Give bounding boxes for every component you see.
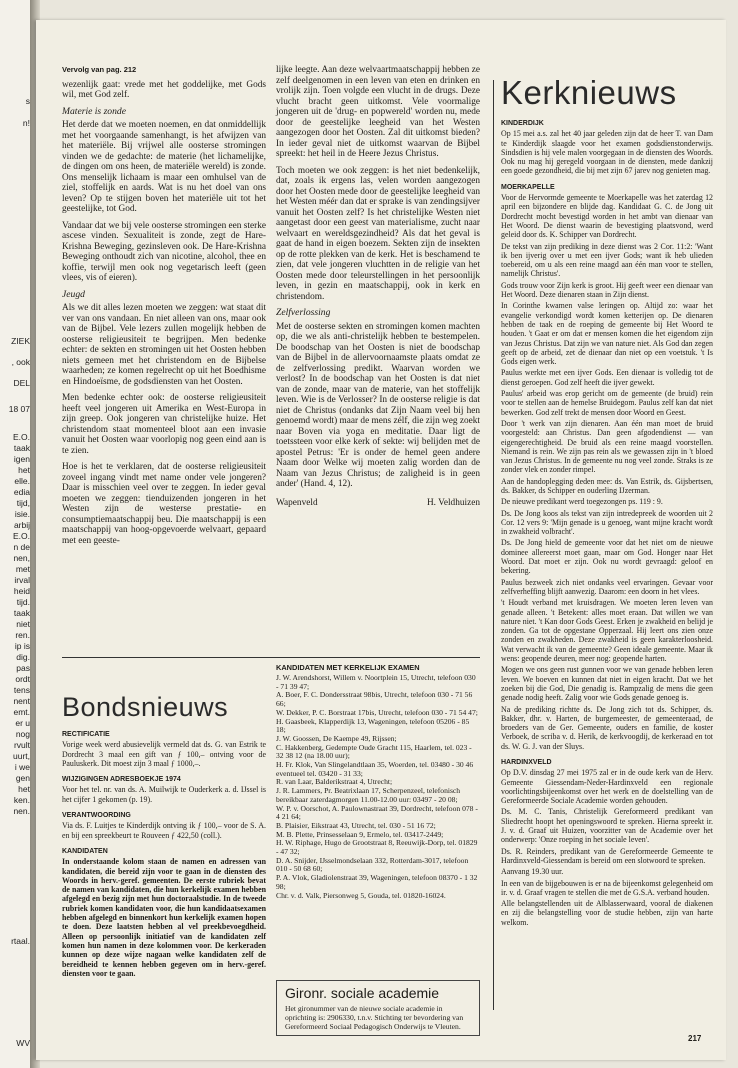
edge-fragment: DEL (13, 378, 30, 388)
edge-fragment: heid (13, 586, 30, 596)
kandidaten-entries (276, 674, 480, 900)
edge-fragment: nent (13, 696, 30, 706)
list-item: D. A. Snijder, IJsselmondselaan 332, Rotterdam-3017, telefoon 010 - 50 68 60; (276, 855, 469, 874)
article-paragraph: Met de oosterse sekten en stromingen komen machten op, die we als anti-christelijk hebben te bestempelen. De boodschap van het Oosten is niet de boodschap van de Bijbel in de allervoornaamste plaats omdat ze de zelfverlossing predikt. Waarvan worden we verlost? In de boodschap van het Oosten is dat niet van de zonde, maar van de materie, van het stoffelijk leven. Wie is de Verlosser? In de oosterse religie is dat niet de Christus (ondanks dat Zijn Naam veel bij hen genoemd wordt) maar de mens zélf, die zijn weg zoekt naar Boven via yoga en meditatie. Daar ligt de toetssteen voor elke kerk of sekte: wij belijden met de apostel Petrus: 'Er is onder de hemel geen andere Naam door Welke wij moeten zalig worden dan de Naam van Jezus Christus; de zaligheid is in geen ander' (Hand. 4, 12). (276, 321, 480, 489)
edge-fragment: 18 07 (8, 404, 30, 414)
edge-fragment: nog (15, 729, 30, 739)
edge-fragment: , ook (11, 357, 30, 367)
news-text: De tekst van zijn prediking in deze dienst was 2 Cor. 11:2: 'Want ik ben ijverig over u met een ijver Gods; want ik heb ulieden toebereid, om u als een reine maagd aan één man voor te stellen, namelijk Christus'. (501, 241, 713, 279)
edge-fragment: rvult (13, 740, 30, 750)
news-text: Aanvang 19.30 uur. (501, 867, 564, 877)
edge-fragment: emt. (13, 707, 30, 717)
edge-fragment: tijd. (16, 597, 30, 607)
news-text: 't Houdt verband met kruisdragen. We moeten leren leven van genade alleen. 't Betekent: alles moet eraan. Dat willen we van nature niet. 't Kan door Gods Geest. Erken je zwakheid en belijd je zonden. Ga tot de opgestane Opperzaal. Hij leert ons zien onze zonden en zwakheden. Deze zwakheid is geen karakterloosheid. Wat verwacht ik van de gemeente? Geen ideale gemeente. Maar ik wens: geopende deuren, meer nog: geopende harten. (501, 598, 713, 664)
edge-fragment: tijd, (16, 498, 30, 508)
edge-fragment: ip is (14, 641, 30, 651)
magazine-page (36, 20, 726, 1060)
kerknieuws-title: Kerknieuws (501, 74, 677, 111)
list-item: Chr. v. d. Valk, Piersonweg 5, Gouda, tel. 01820-16024. (276, 890, 446, 900)
article-paragraph: wezenlijk gaat: vrede met het goddelijke, met Gods wil, met God zelf. (62, 79, 266, 100)
edge-fragment: ordt (15, 674, 30, 684)
news-text: Aan de handoplegging deden mee: ds. Van Estrik, ds. Gijsbertsen, ds. Bakker, ds Schipper en ouderling IJzerman. (501, 476, 713, 495)
news-heading: HARDINXVELD (501, 759, 552, 766)
edge-fragment: taak (13, 608, 30, 618)
list-item: B. Plaisier, Eikstraat 43, Utrecht, tel. 030 - 51 16 72; (276, 820, 436, 830)
article-paragraph: Het derde dat we moeten noemen, en dat onmiddellijk met het voorgaande samenhangt, is het afwijzen van het materiële. Bij vrijwel alle oosterse stromingen vinden we de gedachte: de materie (het lichamelijke, de dingen om ons heen, de materiële wereld) is zonde. Ons menselijk lichaam is maar een omhulsel van de ziel, stoffelijk en aards. Wat is nu het doel van ons leven? Op te stijgen boven het materiële uit tot het geestelijke, tot God. (62, 120, 266, 214)
list-item: H. Gaasbeek, Klapperdijk 13, Wageningen, telefoon 05206 - 85 18; (276, 716, 470, 735)
edge-fragment: igen (13, 454, 30, 464)
news-text: Op 15 mei a.s. zal het 40 jaar geleden zijn dat de heer T. van Dam te Kinderdijk slaagde voor het examen godsdienstonderwijs. Sindsdien is hij vele malen voorgegaan in de diensten des Woords. Ook nu mag hij geregeld voorgaan in de diensten, mede dankzij een goede gezondheid, die bij met zijn 67 jarev nog genieten mag. (501, 129, 713, 176)
edge-fragment: irval (14, 575, 30, 585)
academie-notice-box (276, 980, 480, 1036)
section-heading: Jeugd (62, 288, 85, 300)
list-item: J. W. Arendshorst, Willem v. Noortplein 15, Utrecht, telefoon 030 - 71 39 47; (276, 673, 476, 691)
article-column-1 (62, 65, 266, 552)
notice-heading: VERANTWOORDING (62, 812, 131, 820)
edge-fragment: niet (16, 619, 30, 629)
list-item: J. R. Lammers, Pr. Beatrixlaan 17, Scherpenzeel, telefonisch bereikbaar zaterdagmorgen 11.00-12.00 uur: 03497 - 20 08; (276, 786, 461, 804)
news-text: Na de prediking richtte ds. De Jong zich tot ds. Schipper, ds. Bakker, dhr. v. Harten, de burgemeester, de gemeenteraad, de broeders van de Ger. Gemeente, ouders en familie, de koster Verboek, de scriba v. d. Herik, de kerkvoogdij, de kerkeraad en tot ds. W. G. J. van der Sluys. (501, 704, 713, 751)
news-text: In Corinthe kwamen valse leringen op. Altijd zo: waar het evangelie verkondigd wordt komen ketterijen op. De dienaren hebben de taak en de roeping de gemeente bij Het Woord te houden. 't Gaat er om dat er mensen komen die het eigendom zijn van Jezus Christus. Dat zijn we van nature niet. Als God dan zegen geeft op de arbeid, zet de dienaar dan niet op een voetstuk. 't Is Gods eigen werk. (501, 301, 713, 367)
list-item: M. B. Plette, Prinsesselaan 9, Ermelo, tel. 03417-2449; (276, 829, 444, 839)
news-text: Paulus bezweek zich niet ondanks veel ervaringen. Gevaar voor zelfverheffing blijft aanwezig. Daarom: een doorn in het vlees. (501, 577, 713, 596)
edge-fragment: met (15, 564, 30, 574)
notice-heading: KANDIDATEN (62, 847, 108, 855)
news-text: Ds. De Jong koos als tekst van zijn intredepreek de woorden uit 2 Cor. 12 vers 9: 'Mijn genade is u genoeg, want mijne kracht wordt in zwakheid volbracht'. (501, 508, 713, 537)
divider (62, 657, 480, 658)
edge-fragment: het (18, 784, 30, 794)
list-item: A. Boer, F. C. Dondersstraat 98bis, Utrecht, telefoon 030 - 71 56 66; (276, 690, 473, 709)
news-text: Voor de Hervormde gemeente te Moerkapelle was het zaterdag 12 april een bijzondere en blijde dag. Kandidaat G. C. de Jong uit Dordrecht mocht bevestigd worden in het ambt van dienaar van Het Woord. De dienst waarin de bevestiging plaatsvond, werd geleid door ds. K. Schipper van Dordrecht. (501, 193, 713, 240)
continued-from-label: Vervolg van pag. 212 (62, 65, 137, 74)
article-paragraph: Men bedenke echter ook: de oosterse religieusiteit heeft veel jongeren uit Amerika en West-Europa in zijn greep. Ook jongeren van christelijke huize. Het christendom staat momenteel bloot aan een invasie vanuit het Oosten waar voorlopig nog geen eind aan is te zien. (62, 393, 266, 456)
edge-fragment: taak (13, 443, 30, 453)
page-number: 217 (688, 1034, 702, 1043)
news-text: Alle belangstellenden uit de Alblasserwaard, vooral de diakenen en zij die belangstelling voor de studie hebben, zijn van harte welkom. (501, 899, 713, 927)
notice-heading: WIJZIGINGEN ADRESBOEKJE 1974 (62, 776, 181, 784)
news-text: De nieuwe predikant werd toegezongen ps. 119 : 9. (501, 497, 663, 507)
list-item: H. Fr. Klok, Van Slingelandtlaan 35, Woerden, tel. 03480 - 30 46 eventueel tel. 03420 - 31 33; (276, 760, 474, 778)
news-text: Paulus' arbeid was erop gericht om de gemeente (de bruid) rein voor te stellen aan de hemelse Bruidegom. Paulus zelf kan dat niet bewerken. God zelf trekt de mensen door Woord en Geest. (501, 389, 713, 417)
edge-fragment: ren. (15, 630, 30, 640)
news-text: Op D.V. dinsdag 27 mei 1975 zal er in de oude kerk van de Herv. Gemeente Giessendam-Neder-Hardinxveld een regionale voorlichtingsbijeenkomst over het werk en de doelstelling van de Gereformeerde Sociale Academie worden gehouden. (501, 768, 713, 806)
article-paragraph: lijke leegte. Aan deze welvaartmaatschappij hebben ze zelf deelgenomen in een leven van eten en drinken en vrolijk zijn. Toen volgde een vlucht in de drugs. Deze vlucht bracht geen uitkomst. Vele voormalige jongeren uit de 'drug- en popwereld' worden nu, mede door de geestelijke leegheid van het Westen aangezogen door het Oosten. Zal dit uitkomst bieden? In ieder geval niet de uitkomst waarvan de Bijbel spreekt: het heil in de Heere Jezus Christus. (276, 65, 480, 159)
academie-text: Het gironummer van de nieuwe sociale academie in oprichting is: 2906330, t.n.v. Stichting ter bevordering van Gereformeerd Sociaal Pedagogisch Onderwijs te Vleuten. (285, 1004, 464, 1031)
list-item: R. van Laar, Balderikstraat 4, Utrecht; (276, 777, 393, 787)
edge-fragment: WV (16, 1038, 30, 1048)
list-item: C. Hakkenberg, Gedempte Oude Gracht 115, Haarlem, tel. 023 - 32 38 12 (na 18.00 uur); (276, 742, 472, 761)
notice-text: Voor het tel. nr. van ds. A. Muilwijk te Ouderkerk a. d. IJssel is het cijfer 1 gekomen (p. 19). (62, 785, 266, 804)
news-text: Ds. M. C. Tanis, Christelijk Gereformeerd predikant van Sliedrecht hoopt het openingswoord te spreken. Hierna spreekt ir. J. v. d. Graaf uit Huizen, voorzitter van de Academie over het onderwerp: 'Onze roeping in het sociale leven'. (501, 807, 713, 845)
notice-text: In onderstaande kolom staan de namen en adressen van kandidaten, die bereid zijn voor te gaan in de diensten des Woords in herv.-geref. gemeenten. De eerste rubriek bevat de namen van kandidaten, die hun kerkelijk examen hebben afgelegd en bezig zijn met hun doctoraalstudie. In de tweede rubriek komen kandidaten voor, die hun kandidaatsexamen hebben afgelegd en binnenkort hun kerkelijk examen hopen te doen. Deze laatsten hebben al vel preekbevoegdheid. Alleen op persoonlijk initiatief van de kandidaten zelf komen hun namen in deze kolommen voor. De kerkeraden kunnen op deze wijze nagaan welke kandidaten zelf de bereidheid te kennen hebben gegeven om in herv.-geref. diensten voor te gaan. (62, 857, 266, 978)
article-signature (276, 498, 480, 509)
article-paragraph: Vandaar dat we bij vele oosterse stromingen een sterke ascese vinden. Sexualiteit is zonde, zegt de Hare-Krishna Beweging, gezinsleven ook. De Hare-Krishna Beweging onthoudt zich van nicotine, alcohol, thee en koffie, terwijl men ook nog vegetarisch leeft (geen vlees, vis of eieren). (62, 220, 266, 283)
article-column-2 (276, 65, 480, 508)
news-heading: MOERKAPELLE (501, 183, 555, 191)
edge-fragment: er u (15, 718, 30, 728)
edge-fragment: het (18, 465, 30, 475)
list-item: J. W. Goossen, De Kaempe 49, Rijssen; (276, 733, 397, 743)
news-text: Ds. De Jong hield de gemeente voor dat het niet om de nieuwe dominee allereerst moet gaan, maar om God. Honger naar Het Woord. Dat moet er zijn. Ook nu wordt gevraagd: geloof en bekering. (501, 538, 713, 576)
edge-fragment: elle. (14, 476, 30, 486)
edge-fragment: dig. (16, 652, 30, 662)
bondsnieuws-section (62, 692, 266, 980)
section-heading: Zelfverlossing (276, 307, 331, 318)
article-paragraph: Hoe is het te verklaren, dat de oosterse religieusiteit zoveel ingang vindt met name onder vele jongeren? Daar is misschien veel over te zeggen. In ieder geval moeten we zeggen: tienduizenden jongeren in het Westen zijn de westerse prestatie- en consumptiemaatschappij beu. Die maatschappij is een maatschappij van hoog-opgevoerde welvaart, gepaard met een geeste- (62, 462, 266, 546)
edge-fragment: edia (13, 487, 30, 497)
news-text: Paulus werkte met een ijver Gods. Een dienaar is volledig tot de dienst geroepen. God zelf heeft die ijver gewekt. (501, 368, 713, 387)
edge-fragment: arbij (13, 520, 30, 530)
kerknieuws-body (501, 119, 713, 927)
news-heading: KINDERDIJK (501, 120, 544, 127)
signature-place: Wapenveld (276, 497, 318, 508)
news-text: Gods trouw voor Zijn kerk is groot. Hij geeft weer een dienaar van Het Woord. Deze dienaren staan in Zijn dienst. (501, 280, 713, 300)
edge-fragment: i we (14, 762, 30, 772)
edge-fragment: n de (13, 542, 30, 552)
kandidaten-heading: KANDIDATEN MET KERKELIJK EXAMEN (276, 663, 420, 672)
notice-text: Vorige week werd abusievelijk vermeld dat ds. G. van Estrik te Dordrecht 3 maal een gift van ƒ 100,– ontving voor de Pauluskerk. Dit moest zijn 3 maal ƒ 1000,–. (62, 740, 266, 768)
list-item: H. W. Riphage, Hugo de Grootstraat 8, Reeuwijk-Dorp, tel. 01829 - 47 32; (276, 838, 478, 857)
news-text: Mogen we ons geen rust gunnen voor we van genade hebben leren leven. We boeven en kunnen dat niet in eigen kracht. Dat we het zoeken bij die God, Die genadig is. Rampzalig de mens die geen genade nodig heeft. Zalig voor wie Gods genade genoeg is. (501, 665, 713, 703)
edge-fragment: pas (16, 663, 30, 673)
edge-fragment: gen (15, 773, 30, 783)
academie-title: Gironr. sociale academie (285, 985, 440, 1001)
edge-fragment: nen. (13, 806, 30, 816)
column-divider (493, 80, 494, 1010)
edge-fragment: tens (13, 685, 30, 695)
notice-text: Via ds. F. Luitjes te Kinderdijk ontving ik ƒ 100,– voor de S. A. en bij een spreekbeurt te Rouveen ƒ 422,50 (coll.). (62, 821, 266, 840)
news-text: In een van de bijgebouwen is er na de bijeenkomst gelegenheid om ir. v. d. Graaf vragen te stellen die met de G.S.A. verband houden. (501, 878, 713, 897)
kandidaten-list (276, 663, 480, 900)
edge-fragment: nen, (13, 553, 30, 563)
edge-fragment: ken. (13, 795, 30, 805)
bondsnieuws-body (62, 730, 266, 978)
notice-heading: RECTIFICATIE (62, 731, 110, 738)
kerknieuws-section (501, 74, 713, 929)
edge-fragment: E.O. (12, 531, 30, 541)
list-item: W. P. v. Oorschot, A. Paulownastraat 39, Dordrecht, telefoon 078 - 4 21 64; (276, 803, 478, 822)
edge-fragment: rtaal. (11, 936, 30, 946)
article-paragraph: Toch moeten we ook zeggen: is het niet bedenkelijk, dat, zoals ik ergens las, velen worden aangezogen door het Oosten mede door de geestelijke leegheid van het Westen méér dan dat er sprake is van zendingsijver vanuit het Oosten zelf? Is het christelijke Westen niet aangetast door een geest van materialisme, zucht naar welvaart en wereldsgezindheid? Als dat het geval is gaat de hand in eigen boezem. Sekten zijn de insekten op de rotte plekken van de kerk. Het is beschamend te zien, dat vele jongeren vluchtten in de religie van het Oosten mede door teleurstellingen in het persoonlijk leven, in gezin en maatschappij, ook in kerk en christendom. (276, 165, 480, 302)
news-text: Door 't werk van zijn dienaren. Aan één man moet de bruid voorgesteld: aan Christus. Dan geen afgodendienst — van eigengerechtigheid. De bruid als een reine maagd voorstellen. Niemand is rein. We zijn pas rein als we gewassen zijn in 't bloed van Jezus Christus. In de gemeente nu nog veel zonde. Straks is ze zonder vlek en zonder rimpel. (501, 418, 713, 475)
list-item: W. Dekker, P. C. Borstraat 17bis, Utrecht, telefoon 030 - 71 54 47; (276, 707, 478, 717)
edge-fragment: n! (22, 118, 30, 128)
news-text: Ds. R. Reinders, predikant van de Gereformeerde Gemeente te Hardinxveld-Giessendam is bereid om een slotwoord te spreken. (501, 846, 713, 865)
edge-fragment: s (25, 96, 30, 106)
previous-page-edge (0, 0, 30, 1068)
edge-fragment: uurt, (12, 751, 30, 761)
article-paragraph: Als we dit alles lezen moeten we zeggen: wat staat dit ver van ons vandaan. En niet alleen van ons, maar ook van de Bijbel. Vele lezers zullen mogelijk hebben de oosterse religieusiteit te begrijpen. Men bedenke echter: de sekten en stromingen uit het Oosten hebben niets gemeen met het christendom en de Bijbelse waarheden; ze komen regelrecht op uit het Boedhisme en Hindoeïsme, de godsdiensten van het Oosten. (62, 303, 266, 387)
edge-fragment: ZIEK (11, 336, 30, 346)
bondsnieuws-title: Bondsnieuws (62, 692, 229, 722)
list-item: P. A. Vlok, Gladiolenstraat 39, Wageningen, telefoon 08370 - 1 32 98; (276, 873, 478, 891)
edge-fragment: isie. (14, 509, 30, 519)
section-heading: Materie is zonde (62, 105, 126, 117)
signature-author: H. Veldhuizen (426, 497, 480, 508)
edge-fragment: E.O. (12, 432, 30, 442)
